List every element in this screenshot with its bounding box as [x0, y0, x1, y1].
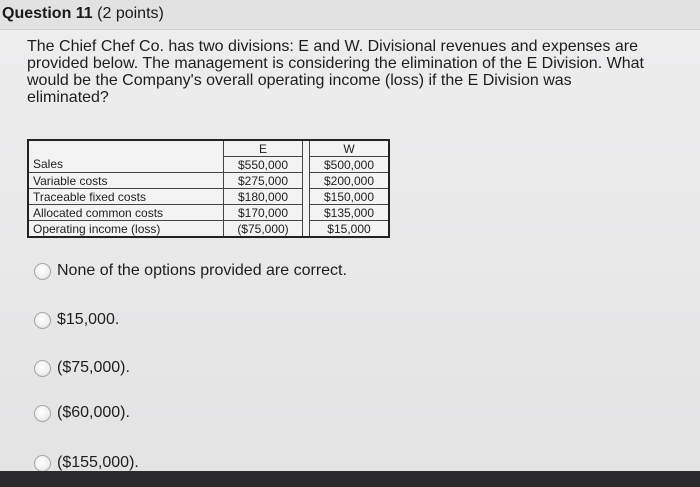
radio-button[interactable] — [34, 455, 51, 472]
option-label: ($60,000). — [57, 404, 130, 421]
option-label: ($75,000). — [57, 359, 130, 376]
question-number: Question 11 — [2, 5, 93, 22]
radio-button[interactable] — [34, 360, 51, 377]
answer-option-none[interactable] — [34, 261, 347, 281]
row-label: Variable costs — [28, 173, 224, 189]
table-header-row — [28, 140, 389, 157]
division-data-table — [27, 139, 390, 238]
table-row — [28, 205, 389, 221]
cell-e: ($75,000) — [224, 221, 303, 238]
bottom-edge-bar — [0, 471, 700, 487]
radio-button[interactable] — [34, 312, 51, 329]
column-header-e: E — [224, 140, 303, 157]
answer-option-15000[interactable] — [34, 310, 119, 330]
radio-button[interactable] — [34, 263, 51, 280]
option-label: None of the options provided are correct. — [57, 262, 347, 279]
question-points: (2 points) — [97, 5, 164, 22]
cell-e: $180,000 — [224, 189, 303, 205]
cell-w: $15,000 — [310, 221, 390, 238]
cell-w: $500,000 — [310, 157, 390, 173]
option-label: $15,000. — [57, 311, 120, 328]
table-row — [28, 157, 389, 173]
row-label: Allocated common costs — [28, 205, 224, 221]
row-label: Sales — [28, 157, 224, 173]
table-row — [28, 189, 389, 205]
answer-option-neg-60000[interactable] — [34, 403, 130, 423]
cell-w: $200,000 — [310, 173, 390, 189]
cell-e: $275,000 — [224, 173, 303, 189]
radio-button[interactable] — [34, 405, 51, 422]
cell-w: $135,000 — [310, 205, 390, 221]
cell-w: $150,000 — [310, 189, 390, 205]
table-row — [28, 173, 389, 189]
answer-option-neg-75000[interactable] — [34, 358, 130, 378]
answer-option-neg-155000[interactable] — [34, 453, 139, 473]
column-header-w: W — [310, 140, 390, 157]
option-label: ($155,000). — [57, 454, 139, 471]
cell-e: $170,000 — [224, 205, 303, 221]
table-row — [28, 221, 389, 238]
question-header — [0, 0, 700, 30]
question-title — [2, 5, 164, 23]
cell-e: $550,000 — [224, 157, 303, 173]
row-label: Operating income (loss) — [33, 221, 161, 236]
row-label: Traceable fixed costs — [28, 189, 224, 205]
question-text: The Chief Chef Co. has two divisions: E and W. Divisional revenues and expenses are provided below. The management is considering the elimination of the E Division. What would be the Company's overall operating income (loss) if the E Division was eliminated? — [27, 38, 644, 106]
